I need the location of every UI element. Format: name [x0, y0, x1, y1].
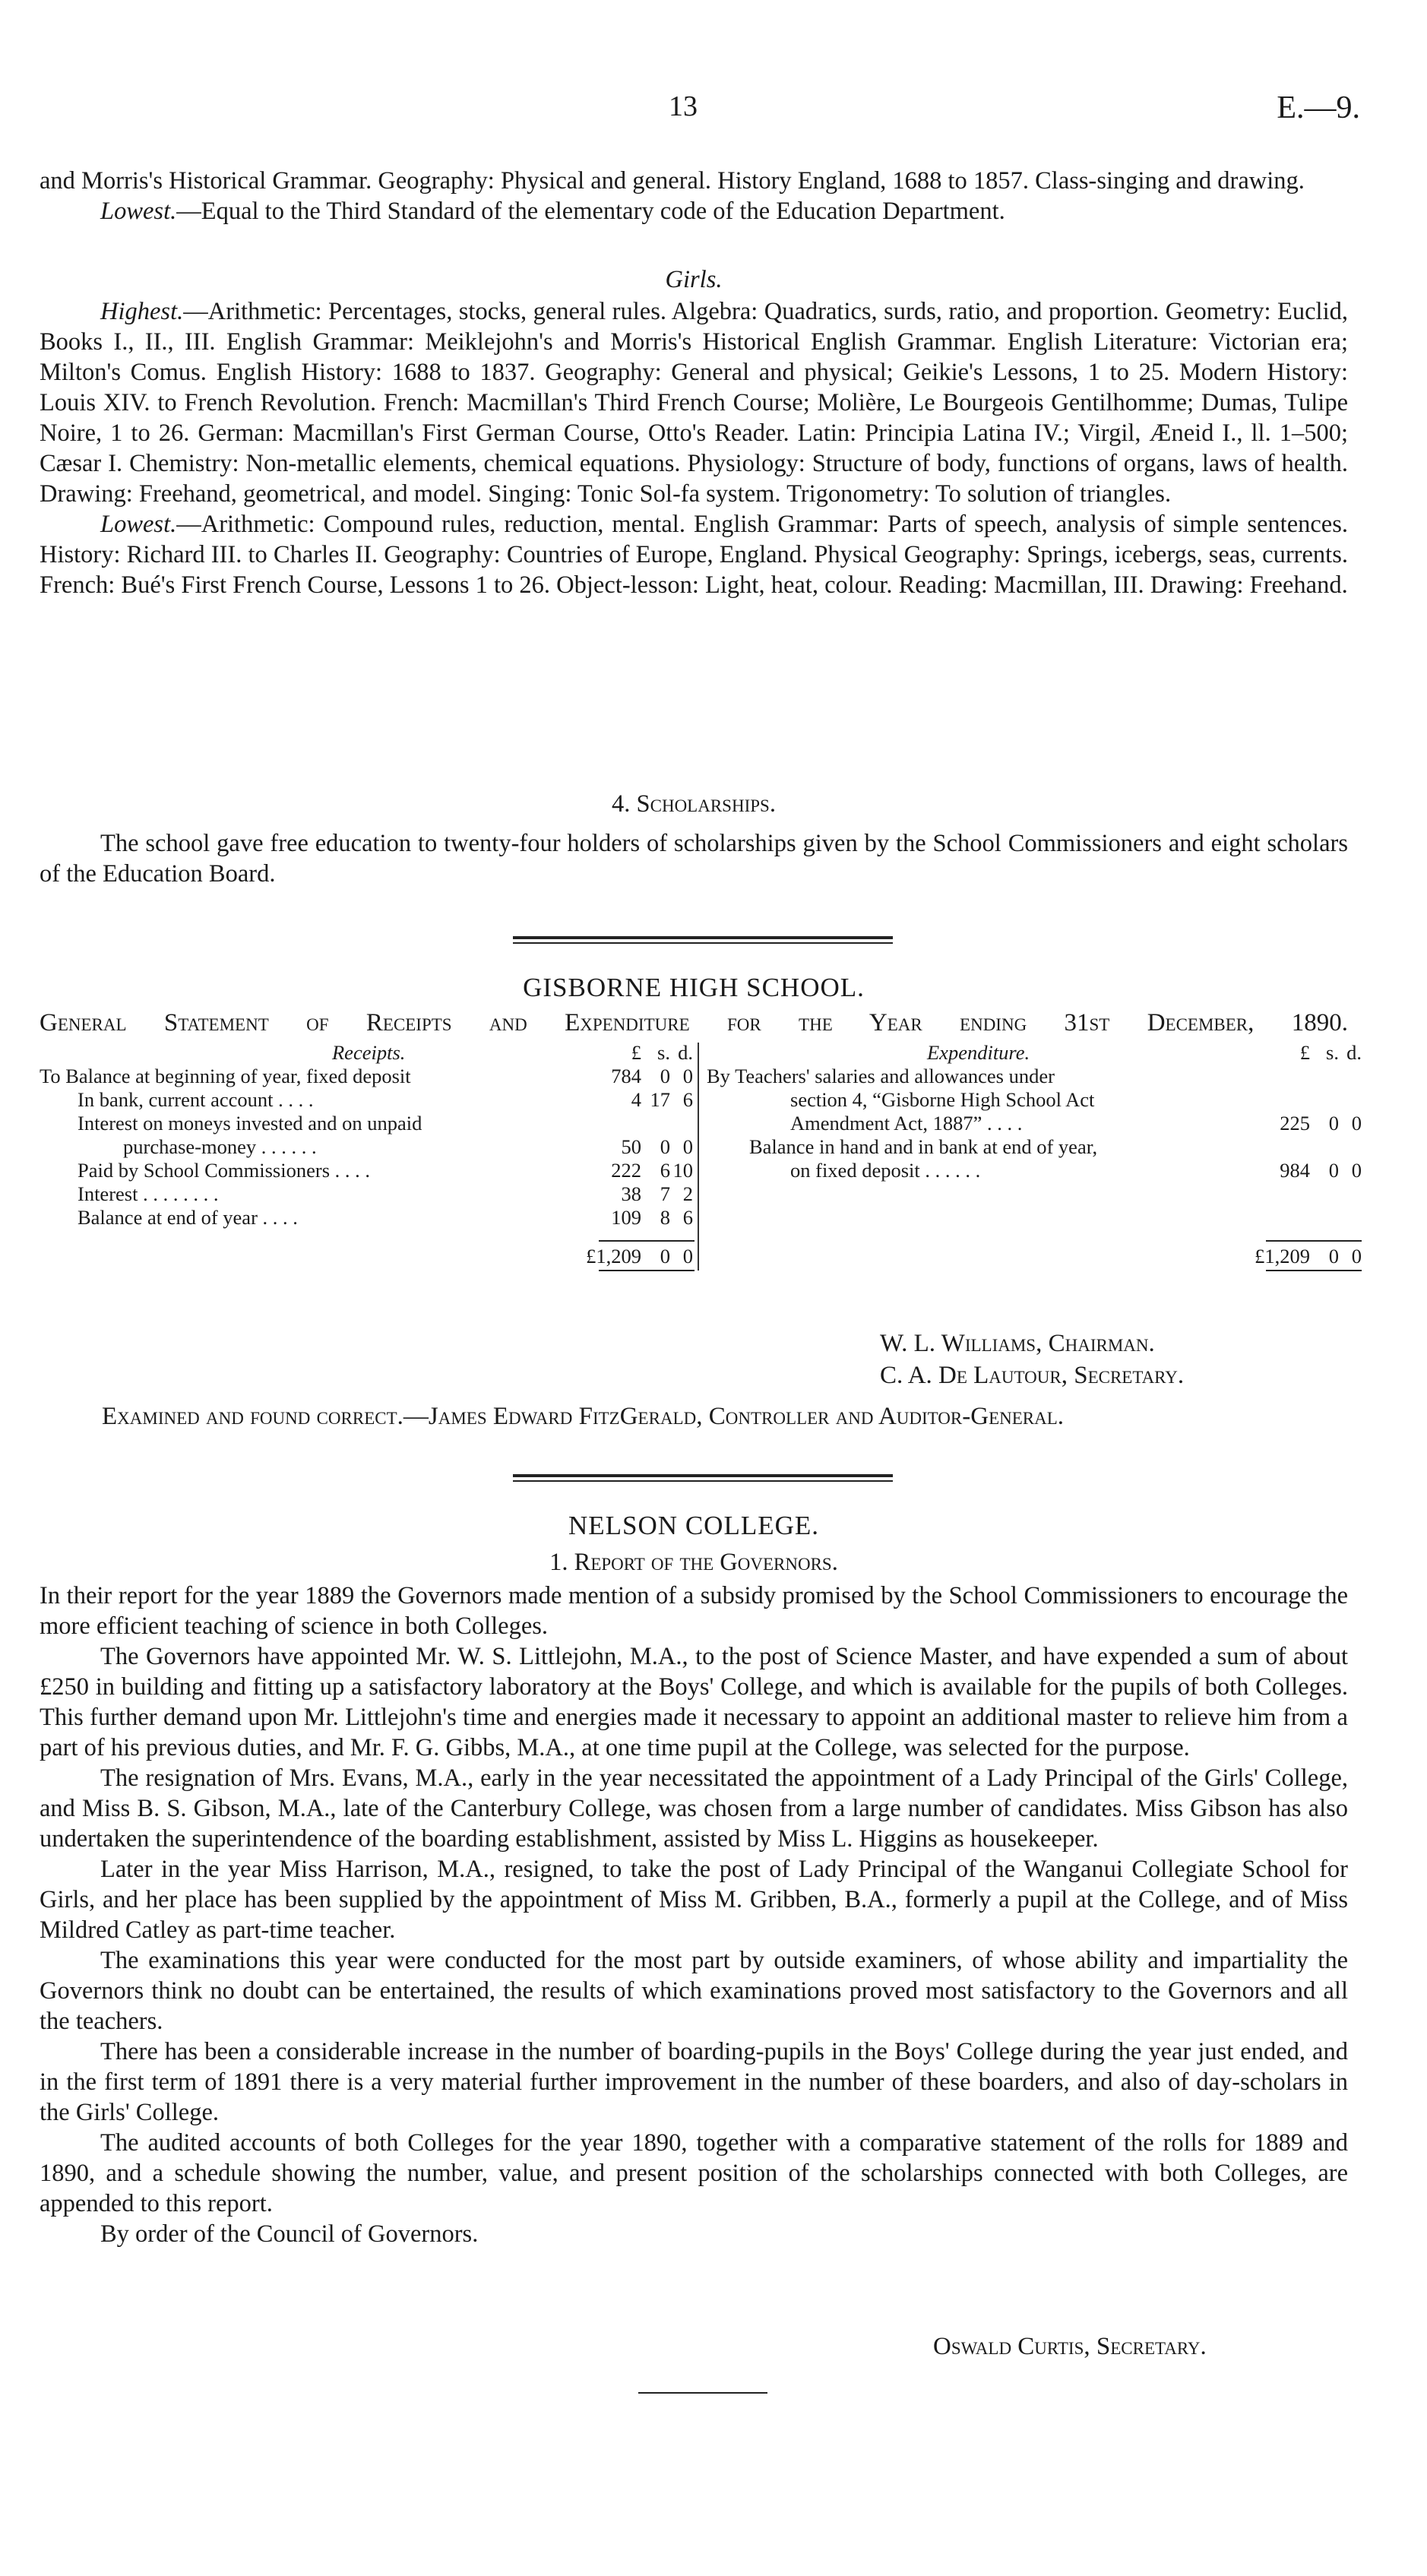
boys-lowest-label: Lowest.	[100, 198, 177, 225]
expenditure-row	[707, 1135, 1362, 1159]
receipts-label: To Balance at beginning of year, fixed deposit	[40, 1065, 411, 1087]
receipts-shillings: 8	[660, 1206, 670, 1229]
expenditure-row	[707, 1088, 1362, 1112]
girls-highest-text: —Arithmetic: Percentages, stocks, general rules. Algebra: Quadratics, surds, ratio, and proportion. Geometry: Euclid, Books I., II., III. English Grammar: Meiklejohn's and Morris's Historical English Grammar. English Literature: Victorian era; Milton's Comus. English History: 1688 to 1837. Geography: General and physical; Geikie's Lessons, 1 to 25. Modern History: Louis XIV. to French Revolution. French: Macmillan's Third French Course; Molière, Le Bourgeois Gentilhomme; Dumas, Tulipe Noire, 1 to 26. German: Macmillan's First German Course, Otto's Reader. Latin: Principia Latina IV.; Virgil, Æneid I., ll. 1–500; Cæsar I. Chemistry: Non-metallic elements, chemical equations. Physiology: Structure of body, functions of organs, laws of health. Drawing: Freehand, geometrical, and model. Singing: Tonic Sol-fa system. Trigonometry: To solution of triangles.	[40, 298, 1348, 508]
girls-highest-paragraph	[40, 296, 1348, 509]
nelson-report-body	[40, 1581, 1348, 2249]
receipts-label: Interest on moneys invested and on unpaid	[78, 1112, 422, 1135]
receipts-total-pounds: £1,209	[586, 1245, 641, 1267]
expenditure-rows	[707, 1065, 1362, 1182]
receipts-shillings: 6	[660, 1159, 670, 1182]
scholarships-section	[40, 828, 1348, 889]
receipts-pence: 6	[682, 1206, 693, 1229]
boys-lowest-paragraph	[40, 196, 1348, 226]
nelson-paragraph: Later in the year Miss Harrison, M.A., resigned, to take the post of Lady Principal of the Wanganui Collegiate School for Girls, and her place has been supplied by the appointment of Miss M. Gribben, B.A., formerly a pupil at the College, and of Miss Mildred Catley as part-time teacher.	[40, 1856, 1348, 1944]
currency-pounds-head: £	[631, 1041, 641, 1064]
expenditure-shillings: 0	[1328, 1112, 1339, 1135]
document-reference: E.—9.	[1277, 90, 1360, 125]
boys-lowest-text: —Equal to the Third Standard of the elementary code of the Education Department.	[176, 198, 1005, 225]
receipts-label: Balance at end of year . . . .	[78, 1206, 298, 1229]
receipts-total-rule	[599, 1240, 695, 1242]
expenditure-total-row	[707, 1245, 1362, 1268]
nelson-paragraph: There has been a considerable increase in the number of boarding-pupils in the Boys' College during the year just ended, and in the first term of 1891 there is a very material further improvement in the number of these boarders, and also of day-scholars in the Girls' College.	[40, 2038, 1348, 2126]
receipts-shillings: 17	[650, 1088, 670, 1111]
girls-lowest-text: —Arithmetic: Compound rules, reduction, mental. English Grammar: Parts of speech, analysis of simple sentences. History: Richard III. to Charles II. Geography: Countries of Europe, England. Physical Geography: Springs, icebergs, seas, currents. French: Bué's First French Course, Lessons 1 to 26. Object-lesson: Light, heat, colour. Reading: Macmillan, III. Drawing: Freehand.	[40, 511, 1348, 599]
expenditure-pence: 0	[1351, 1112, 1362, 1135]
gisborne-chairman-signature: W. L. Williams, Chairman.	[880, 1330, 1155, 1357]
gisborne-secretary-signature: C. A. De Lautour, Secretary.	[880, 1362, 1185, 1389]
girls-lowest-paragraph	[40, 509, 1348, 600]
receipts-row	[40, 1182, 693, 1206]
nelson-paragraph: The Governors have appointed Mr. W. S. Littlejohn, M.A., to the post of Science Master, and have expended a sum of about £250 in building and fitting up a satisfactory laboratory at the Boys' College, and which is available for the pupils of both Colleges. This further demand upon Mr. Littlejohn's time and energies made it necessary to appoint an additional master to relieve him from a part of his previous duties, and Mr. F. G. Gibbs, M.A., at one time pupil at the College, was selected for the purpose.	[40, 1643, 1348, 1761]
expenditure-ledger	[707, 1041, 1362, 1271]
receipts-label: Interest . . . . . . . .	[78, 1182, 219, 1205]
receipts-label: purchase-money . . . . . .	[123, 1135, 317, 1158]
receipts-row	[40, 1088, 693, 1112]
receipts-pounds: 109	[611, 1206, 641, 1229]
boys-continuation-text: and Morris's Historical Grammar. Geography: Physical and general. History England, 1688 to 1857. Class-singing and drawing.	[40, 167, 1305, 195]
section-divider-thin	[513, 942, 893, 944]
gisborne-examined-note: Examined and found correct.—James Edward FitzGerald, Controller and Auditor-General.	[102, 1403, 1065, 1430]
expenditure-total-shillings: 0	[1328, 1245, 1339, 1267]
section-divider	[513, 1474, 893, 1477]
receipts-pounds: 222	[611, 1159, 641, 1182]
expenditure-label: Balance in hand and in bank at end of year,	[749, 1135, 1098, 1158]
receipts-row	[40, 1135, 693, 1159]
receipts-label: Paid by School Commissioners . . . .	[78, 1159, 371, 1182]
receipts-pence: 6	[682, 1088, 693, 1111]
currency-pounds-head: £	[1299, 1041, 1310, 1064]
receipts-pence: 2	[682, 1182, 693, 1205]
scholarships-text: The school gave free education to twenty-four holders of scholarships given by the School Commissioners and eight scholars of the Education Board.	[40, 830, 1348, 888]
girls-heading-text: Girls.	[665, 266, 723, 293]
expenditure-row	[707, 1112, 1362, 1135]
receipts-ledger	[40, 1041, 693, 1271]
expenditure-label: on fixed deposit . . . . . .	[790, 1159, 981, 1182]
receipts-pounds: 50	[621, 1135, 641, 1158]
ledger-divider	[698, 1043, 699, 1271]
expenditure-total-pence: 0	[1351, 1245, 1362, 1267]
receipts-pence: 10	[672, 1159, 693, 1182]
receipts-row	[40, 1206, 693, 1229]
expenditure-shillings: 0	[1328, 1159, 1339, 1182]
receipts-pounds: 38	[621, 1182, 641, 1205]
receipts-total-pence: 0	[682, 1245, 693, 1267]
receipts-header-row	[40, 1041, 693, 1065]
nelson-paragraph: The resignation of Mrs. Evans, M.A., early in the year necessitated the appointment of a Lady Principal of the Girls' College, and Miss B. S. Gibson, M.A., late of the Canterbury College, was chosen from a large number of candidates. Miss Gibson has also undertaken the superintendence of the boarding establishment, assisted by Miss L. Higgins as housekeeper.	[40, 1764, 1348, 1853]
section-divider	[513, 936, 893, 939]
expenditure-row	[707, 1159, 1362, 1182]
expenditure-total-rule	[1266, 1240, 1362, 1242]
receipts-heading: Receipts.	[332, 1041, 406, 1064]
receipts-row	[40, 1065, 693, 1088]
nelson-secretary-signature: Oswald Curtis, Secretary.	[933, 2333, 1207, 2360]
receipts-shillings: 7	[660, 1182, 670, 1205]
nelson-paragraph: In their report for the year 1889 the Governors made mention of a subsidy promised by the School Commissioners to encourage the more efficient teaching of science in both Colleges.	[40, 1582, 1348, 1640]
nelson-title: NELSON COLLEGE.	[568, 1511, 819, 1540]
expenditure-pounds: 225	[1280, 1112, 1310, 1135]
currency-pence-head: d.	[678, 1041, 693, 1064]
currency-shillings-head: s.	[1326, 1041, 1339, 1064]
scholarships-heading: 4. Scholarships.	[612, 790, 776, 818]
receipts-shillings: 0	[660, 1065, 670, 1087]
expenditure-header-row	[707, 1041, 1362, 1065]
nelson-report-heading: 1. Report of the Governors.	[549, 1549, 838, 1576]
page-number: 13	[669, 90, 698, 122]
receipts-total-double-rule	[599, 1270, 695, 1271]
end-rule	[638, 2392, 767, 2394]
girls-lowest-label: Lowest.	[100, 511, 177, 538]
gisborne-statement-title: General Statement of Receipts and Expenditure for the Year ending 31st December, 1890.	[40, 1009, 1348, 1036]
boys-continuation	[40, 166, 1348, 226]
receipts-pence: 0	[682, 1135, 693, 1158]
receipts-pence: 0	[682, 1065, 693, 1087]
nelson-paragraph: By order of the Council of Governors.	[100, 2220, 479, 2248]
expenditure-label: Amendment Act, 1887” . . . .	[790, 1112, 1023, 1135]
expenditure-total-double-rule	[1266, 1270, 1362, 1271]
receipts-label: In bank, current account . . . .	[78, 1088, 314, 1111]
expenditure-pounds: 984	[1280, 1159, 1310, 1182]
girls-heading	[40, 264, 1348, 295]
currency-pence-head: d.	[1346, 1041, 1362, 1064]
receipts-total-shillings: 0	[660, 1245, 670, 1267]
nelson-paragraph: The examinations this year were conducted for the most part by outside examiners, of whose ability and impartiality the Governors think no doubt can be entertained, the results of which examinations proved most satisfactory to the Governors and all the teachers.	[40, 1947, 1348, 2035]
gisborne-title: GISBORNE HIGH SCHOOL.	[523, 973, 865, 1002]
expenditure-row	[707, 1065, 1362, 1088]
expenditure-pence: 0	[1351, 1159, 1362, 1182]
section-divider-thin	[513, 1480, 893, 1482]
expenditure-total-pounds: £1,209	[1255, 1245, 1310, 1267]
girls-highest-label: Highest.	[100, 298, 184, 325]
receipts-rows	[40, 1065, 693, 1229]
receipts-shillings: 0	[660, 1135, 670, 1158]
expenditure-label: section 4, “Gisborne High School Act	[790, 1088, 1095, 1111]
receipts-pounds: 784	[611, 1065, 641, 1087]
receipts-pounds: 4	[631, 1088, 641, 1111]
currency-shillings-head: s.	[657, 1041, 670, 1064]
expenditure-heading: Expenditure.	[927, 1041, 1030, 1064]
girls-section	[40, 296, 1348, 600]
nelson-paragraph: The audited accounts of both Colleges for the year 1890, together with a comparative statement of the rolls for 1889 and 1890, and a schedule showing the number, value, and present position of the scholarships connected with both Colleges, are appended to this report.	[40, 2129, 1348, 2217]
receipts-row	[40, 1112, 693, 1135]
receipts-total-row	[40, 1245, 693, 1268]
receipts-row	[40, 1159, 693, 1182]
expenditure-label: By Teachers' salaries and allowances under	[707, 1065, 1055, 1087]
